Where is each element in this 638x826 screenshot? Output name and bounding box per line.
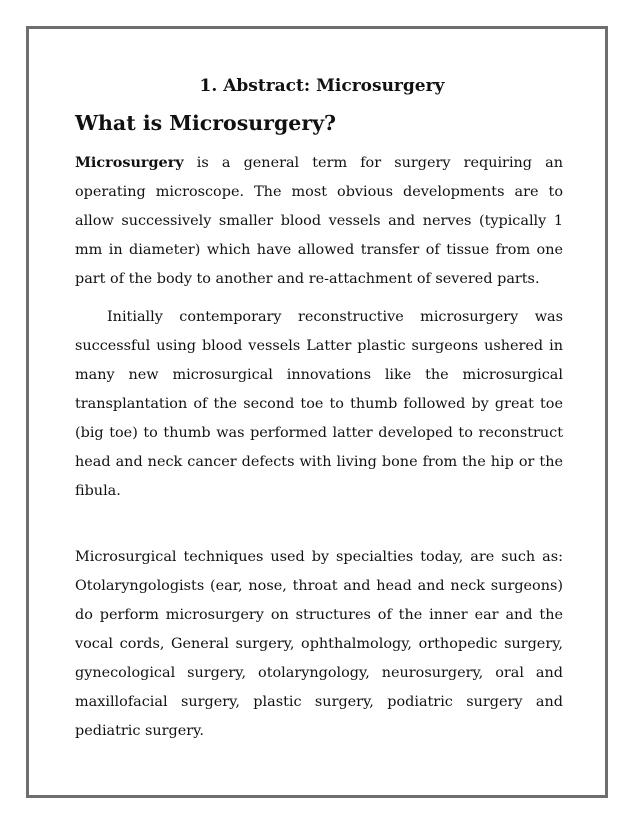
section-subheading: What is Microsurgery?	[75, 111, 337, 135]
definition-text: is a general term for surgery requiring an operating microscope. The most obvious developments are to allow successively smaller blood vessels and nerves (typically 1 mm in diameter) which have allowed transfer of tissue from one part of the body to another and re-attachment of severed parts.	[75, 155, 563, 287]
defined-term: Microsurgery	[75, 154, 184, 171]
paragraph-definition	[75, 148, 563, 294]
document-body	[75, 74, 563, 746]
paragraph-history: Initially contemporary reconstructive microsurgery was successful using blood vessels Latter plastic surgeons ushered in many new microsurgical innovations like the microsurgical transplantation of the second toe to thumb followed by great toe (big toe) to thumb was performed latter developed to reconstruct head and neck cancer defects with living bone from the hip or the fibula.	[75, 309, 563, 499]
paragraph-specialties: Microsurgical techniques used by specialties today, are such as: Otolaryngologists (ear, nose, throat and head and neck surgeons) do perform microsurgery on structures of the inner ear and the vocal cords, General surgery, ophthalmology, orthopedic surgery, gynecological surgery, otolaryngology, neurosurgery, oral and maxillofacial surgery, plastic surgery, podiatric surgery and pediatric surgery.	[75, 549, 563, 739]
section-heading: 1. Abstract: Microsurgery	[199, 76, 445, 96]
